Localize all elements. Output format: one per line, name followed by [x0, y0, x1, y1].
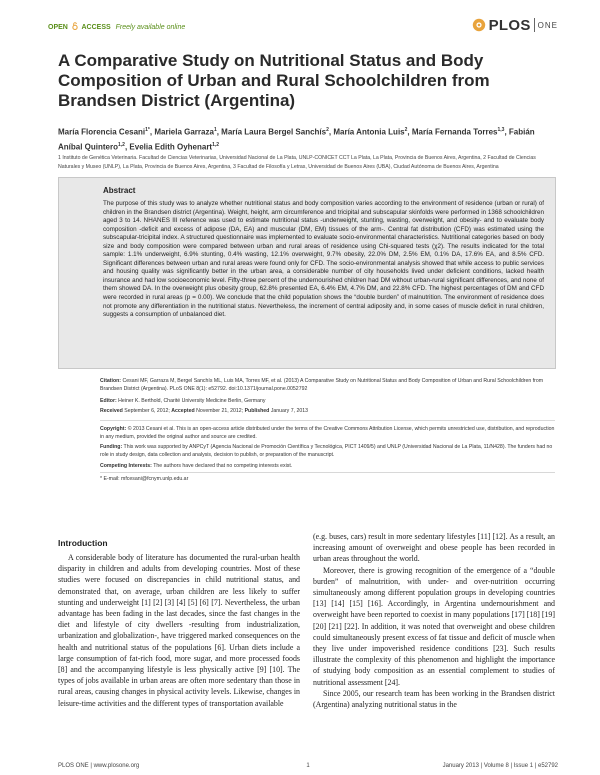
page-number: 1	[306, 763, 310, 769]
abstract-box	[58, 177, 556, 369]
plos-one-logo	[472, 14, 558, 36]
author-affiliation-marker: 1	[213, 127, 217, 133]
author-name: María Florencia Cesani	[58, 127, 146, 137]
funding-text: This work was supported by ANPCyT (Agencia Nacional de Promoción Científica y Tecnológica, PICT 1409/5) and UNLP (Universidad Nacional de La Plata, 11/N428). The funders had no role in study design, data collection and analysis, decision to publish, or preparation of the manuscript.	[100, 444, 553, 458]
author-affiliation-marker: 2	[404, 127, 408, 133]
logo-text: PLOS	[488, 16, 531, 34]
meta-divider	[100, 420, 555, 421]
competing-interests	[100, 463, 555, 471]
abstract-text: The purpose of this study was to analyze whether nutritional status and body composition varies according to the environment of residence (urban or rural) of children in the Brandsen district (Argentina). Weight, height, arm circumference and tricipital and subscapular skinfolds were performed in 1368 schoolchildren aged 3 to 14. NHANES III reference was used to estimate nutritional status -underweight, stunting, wasting, overweight, and obesity- and to evaluate body composition -deficit and excess of adipose (DA, EA) and muscular (DM, EM) tissues of the arm-. Central fat distribution (CFD) was estimated using the subscapular-tricipital index. A structured questionnaire was implemented to evaluate socio-environmental characteristics. Nutritional categories based on body size and body composition were compared between urban and rural areas of residence using Chi-squared tests (χ2). The results indicated for the total sample: 1.1% underweight, 6.9% stunting, 0.4% wasting, 12.1% overweight, 9.7% obesity, 22.0% DM, 2.5% EM, 0.1% DA, 17.6% EA, and 8.5% CFD. Significant differences between urban and rural areas were found only for CFD. The socio-environmental analysis showed that while access to public services and housing quality was significantly better in the urban area, a considerable number of city households lived under deficient conditions, lacked health insurance and had low socioeconomic level. Fifty-three percent of the undernourished children had DM without urban-rural significant differences, and none of them showed DA. In the overweight plus obesity group, 62.8% presented EA, 6.4% EM, 4.7% DM, and 22.8% CFD. The highest percentages of DM and CFD were recorded in rural areas (p = 0.00). We conclude that the child population shows the “double burden” of malnutrition. The environment of residence does not promote any differentiation in the nutritional status. Nevertheless, the increment of central adiposity and, in some cases of muscle deficit in rural children, suggests a consumption of unbalanced diet.	[103, 200, 544, 319]
copyright-label: Copyright:	[100, 426, 127, 432]
copyright-text: © 2013 Cesani et al. This is an open-access article distributed under the terms of the Creative Commons Attribution License, which permits unrestricted use, distribution, and reproduction in any medium, provided the original author and source are credited.	[100, 426, 555, 440]
author-name: Fabián Aníbal Quintero	[58, 127, 535, 152]
published-label: Published	[244, 408, 270, 414]
access-label: ACCESS	[81, 24, 111, 31]
author-name: María Fernanda Torres	[411, 127, 498, 137]
abstract-heading: Abstract	[103, 186, 136, 195]
journal-header	[48, 10, 558, 36]
citation	[100, 378, 555, 393]
plos-logo-icon	[472, 18, 486, 32]
intro-paragraph-3: Since 2005, our research team has been working in the Brandsen district (Argentina) analyzing nutritional status in the	[313, 688, 555, 710]
intro-continuation: (e.g. buses, cars) result in more sedentary lifestyles [11] [12]. As a result, an increasing amount of overweight and obese people has been recorded in urban areas throughout the world.	[313, 532, 555, 564]
open-access-badge	[48, 22, 185, 31]
author-affiliation-marker: 1,3	[497, 127, 505, 133]
footer-journal: PLOS ONE | www.plosone.org	[58, 763, 140, 769]
editor	[100, 398, 555, 406]
left-column	[58, 552, 300, 709]
author-name: María Antonia Luis	[333, 127, 405, 137]
copyright	[100, 426, 555, 441]
author-list: María Florencia Cesani$^{1*}$, Mariela Garraza$^1$, María Laura Bergel Sanchís$^2$, María Antonia Luis$^2$, María Fernanda Torres$^{1,3}$, Fabián Aníbal Quintero$^{1,2}$, Evelia Edith Oyhenart$^{1,2}$	[58, 127, 535, 152]
received-date: September 6, 2012;	[124, 408, 170, 414]
right-column	[313, 531, 555, 710]
author-affiliation-marker: 1,2	[212, 141, 220, 148]
author-affiliation-marker: 1*	[145, 127, 150, 133]
meta-divider	[100, 472, 555, 473]
open-label: OPEN	[48, 24, 68, 31]
author-affiliation-marker: 2	[326, 127, 329, 133]
competing-text: The authors have declared that no competing interests exist.	[153, 463, 293, 469]
citation-label: Citation:	[100, 378, 122, 384]
corresponding-email[interactable]: * E-mail: mfcesani@fcnym.unlp.edu.ar	[100, 476, 189, 482]
article-dates	[100, 408, 555, 416]
logo-one-text: ONE	[537, 20, 558, 30]
author-name: María Laura Bergel Sanchís	[221, 127, 327, 137]
editor-text: Heiner K. Berthold, Charité University Medicine Berlin, Germany	[118, 398, 266, 404]
accepted-label: Accepted	[171, 408, 195, 414]
citation-text: Cesani MF, Garraza M, Bergel Sanchís ML, Luis MA, Torres MF, et al. (2013) A Comparative Study on Nutritional Status and Body Composition of Urban and Rural Schoolchildren from Brandsen District (Argentina). PLoS ONE 8(1): e52792. doi:10.1371/journal.pone.0052792	[100, 378, 544, 392]
author-name: Mariela Garraza	[154, 127, 214, 137]
competing-label: Competing Interests:	[100, 463, 152, 469]
published-date: January 7, 2013	[270, 408, 309, 414]
introduction-heading: Introduction	[58, 538, 108, 548]
freely-available-label: Freely available online	[115, 24, 186, 31]
author-affiliation-marker: 1,2	[118, 141, 125, 148]
affiliations: 1 Instituto de Genética Veterinaria. Facultad de Ciencias Veterinarias, Universidad Nacional de La Plata, UNLP-CONICET CCT La Plata, La Plata, Provincia de Buenos Aires, Argentina, 2 Facultad de Ciencias Naturales y Museo (UNLP), La Plata, Provincia de Buenos Aires, Argentina, 3 Facultad de Filosofía y Letras, Universidad de Buenos Aires (UBA), Ciudad Autónoma de Buenos Aires, Argentina	[58, 155, 536, 170]
article-title: A Comparative Study on Nutritional Status and Body Composition of Urban and Rural Schoolchildren from Brandsen District (Argentina)	[58, 51, 490, 110]
accepted-date: November 21, 2012;	[196, 408, 244, 414]
footer-issue: January 2013 | Volume 8 | Issue 1 | e52792	[442, 763, 558, 769]
received-label: Received	[100, 408, 123, 414]
logo-divider	[534, 18, 535, 32]
author-name: Evelia Edith Oyhenart	[129, 142, 213, 152]
intro-paragraph-1: A considerable body of literature has documented the rural-urban health disparity in children and adults from developing countries. Most of these studies were focused on discrepancies in child nutritional status, and demonstrated that, on average, urban children are less likely to suffer stunting and underweight [1] [2] [3] [4] [5] [6] [7]. Nevertheless, the urban advantage has been fading in the last decades, since the fast changes in the diet and lifestyle of city dwellers -resulting from industrialization, urbanization and globalization-, have triggered marked consequences on the health and nutritional status of the populations [6]. Urban diets include a large consumption of fat-rich food, more sugar, and more processed foods [8] and the accompanying lifestyle is less physically active [9] [10]. The types of jobs available in urban areas are often more sedentary than those in rural areas, causing changes in physical activity levels. Likewise, changes in leisure-time activities and the different types of transportation available	[58, 553, 300, 708]
funding-label: Funding:	[100, 444, 123, 450]
funding	[100, 444, 555, 459]
open-access-lock-icon	[71, 22, 79, 30]
editor-label: Editor:	[100, 398, 117, 404]
intro-paragraph-2: Moreover, there is growing recognition of the emergence of a “double burden” of malnutrition, with under- and over-nutrition occurring simultaneously among different population groups in developing countries [13] [14] [15] [16]. Accordingly, in Argentina undernourishment and overweight have been reported to coexist in many populations [17] [18] [19] [20] [21] [22]. In addition, it was noted that overweight and obese children could simultaneously present excess of fat tissue and deficit of muscle when they live under impoverished residence conditions [23]. Such results illustrate the complexity of this phenomenon and highlight the importance of studying body composition as an essential complement to studies of nutritional assessment [24].	[313, 565, 555, 687]
